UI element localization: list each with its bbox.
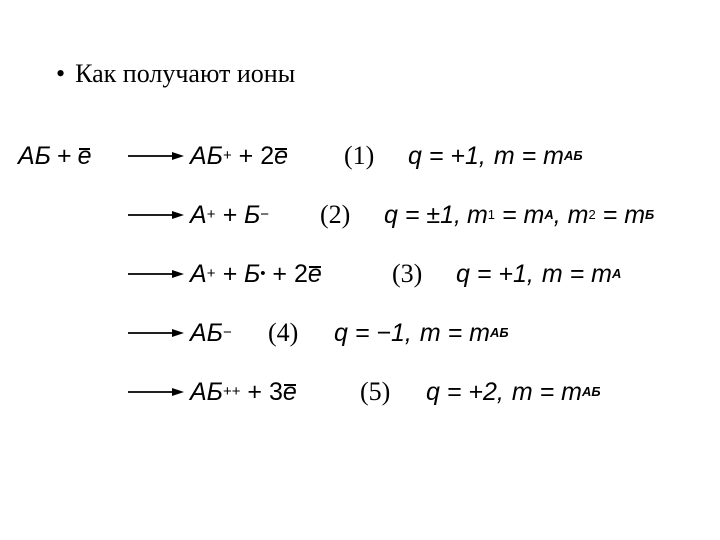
product-expression: АБ − [190,318,232,347]
reaction-row-4 [0,313,720,353]
product-expression: А + + Б • + 2 e [190,259,322,288]
product-electron: e [274,141,289,170]
slide-title [56,58,295,90]
reactant-expression [18,136,91,176]
arrow-icon [128,254,184,294]
product-expression: А + + Б − [190,200,269,229]
reaction-number: (2) [320,200,351,229]
reaction-number: (5) [360,377,391,406]
reaction-number: (1) [344,141,375,170]
product-expression: АБ ++ + 3 e [190,377,297,406]
reaction-row-3 [0,254,720,294]
product-electron: e [307,259,322,288]
arrow-icon [128,313,184,353]
reaction-properties: q = ±1, m 1 = m А , m 2 = m Б [384,200,655,229]
reaction-number: (3) [392,259,423,288]
arrow-icon [128,136,184,176]
reaction-properties: q = −1, m = m АБ [334,318,509,347]
reaction-properties: q = +1, m = m АБ [408,141,583,170]
arrow-icon [128,195,184,235]
reactant-electron: e [77,141,92,170]
reactant-molecule: АБ [18,141,51,170]
reaction-row-1 [0,136,720,176]
reaction-number: (4) [268,318,299,347]
reaction-properties: q = +1, m = m А [456,259,622,288]
bullet-icon: • [56,59,66,88]
arrow-icon [128,372,184,412]
reactant-plus: + [56,141,72,170]
reaction-row-2 [0,195,720,235]
reaction-properties: q = +2, m = m АБ [426,377,601,406]
title-text: Как получают ионы [75,59,296,88]
product-electron: e [282,377,297,406]
product-expression: АБ + + 2 e [190,141,289,170]
reaction-row-5 [0,372,720,412]
